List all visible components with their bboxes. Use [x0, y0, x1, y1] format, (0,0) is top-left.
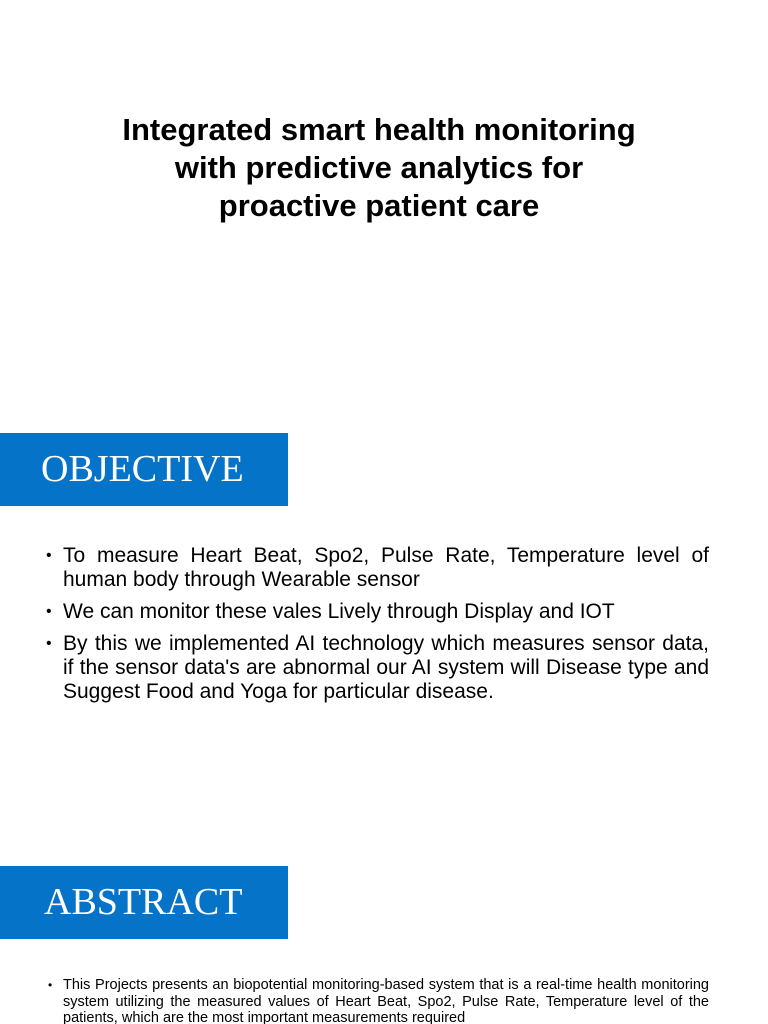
- objective-bullet-3: [46, 632, 709, 704]
- abstract-bullet-list: [48, 977, 709, 1024]
- bullet-icon: •: [46, 635, 52, 652]
- objective-bullet-text: By this we implemented AI technology which measures sensor data, if the sensor data's are abnormal our AI system will Disease type and Suggest Food and Yoga for particular disease.: [63, 632, 709, 703]
- objective-bullet-1: [46, 544, 709, 592]
- abstract-bullet-1: [48, 977, 709, 1024]
- objective-bullet-text: We can monitor these vales Lively through Display and IOT: [63, 600, 615, 623]
- title-line-3: proactive patient care: [218, 188, 540, 223]
- title-line-2: with predictive analytics for: [174, 150, 584, 185]
- document-title: [60, 111, 698, 225]
- objective-bullet-text: To measure Heart Beat, Spo2, Pulse Rate, Temperature level of human body through Wearable sensor: [63, 544, 709, 591]
- objective-bullet-list: [46, 544, 709, 712]
- bullet-icon: •: [46, 603, 52, 620]
- objective-heading: OBJECTIVE: [41, 448, 244, 490]
- objective-bullet-2: [46, 600, 709, 624]
- bullet-icon: •: [46, 547, 52, 564]
- title-line-1: Integrated smart health monitoring: [122, 112, 636, 147]
- abstract-bullet-text: This Projects presents an biopotential monitoring-based system that is a real-time health monitoring system utilizing the measured values of Heart Beat, Spo2, Pulse Rate, Temperature level of the patients, which are the most important measurements required: [63, 977, 709, 1024]
- objective-heading-banner: [0, 433, 288, 506]
- bullet-icon: •: [48, 978, 53, 992]
- abstract-heading-banner: [0, 866, 288, 939]
- abstract-heading: ABSTRACT: [44, 881, 243, 923]
